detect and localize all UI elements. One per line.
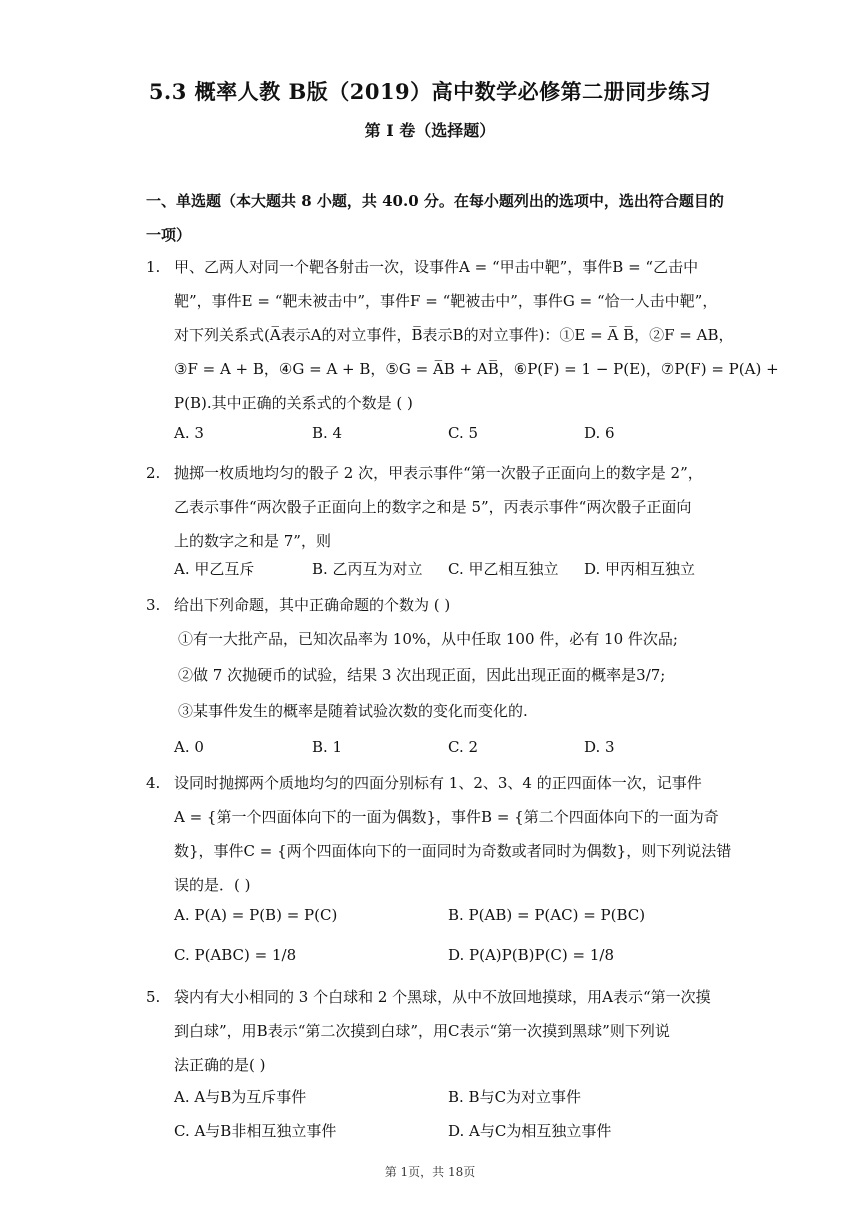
option-a: A. 3 [174,424,204,442]
option-a: A. 甲乙互斥 [174,560,255,578]
option-c: C. 2 [448,738,479,756]
question-number: 1. [146,258,161,276]
option-d: D. A与C为相互独立事件 [448,1122,612,1140]
option-c: C. 甲乙相互独立 [448,560,559,578]
option-a: A. A与B为互斥事件 [174,1088,307,1106]
question-line: 数}，事件C = {两个四面体向下的一面同时为奇数或者同时为偶数}，则下列说法错 [174,842,732,860]
question-line: 法正确的是( ) [174,1056,266,1074]
question-line: 误的是．( ) [174,876,251,894]
page-footer: 第 1页，共 18页 [384,1165,476,1179]
question-line: 对下列关系式(A̅表示A的对立事件，B̅表示B的对立事件)：①E = A̅ B̅，②F = AB， [174,326,734,344]
question-number: 4. [146,774,161,792]
option-d: D. P(A)P(B)P(C) = 1/8 [448,946,614,964]
statement-1: ①有一大批产品，已知次品率为 10%，从中任取 100 件，必有 10 件次品; [178,630,678,648]
question-line: P(B).其中正确的关系式的个数是 ( ) [174,394,413,412]
option-b: B. 4 [312,424,343,442]
question-line: 到白球”，用B表示“第二次摸到白球”，用C表示“第一次摸到黑球”则下列说 [174,1022,670,1040]
question-text [174,766,732,902]
question-number: 3. [146,596,161,614]
question-line: 乙表示事件“两次骰子正面向上的数字之和是 5”，丙表示事件“两次骰子正面向 [174,498,692,516]
option-b: B. 1 [312,738,343,756]
option-c: C. 5 [448,424,479,442]
question-number: 5. [146,988,161,1006]
question-line: A = {第一个四面体向下的一面为偶数}，事件B = {第二个四面体向下的一面为奇 [174,808,719,826]
question-line: 给出下列命题，其中正确命题的个数为 ( ) [174,596,451,614]
statement-3: ③某事件发生的概率是随着试验次数的变化而变化的. [178,702,528,720]
question-line: 袋内有大小相同的 3 个白球和 2 个黑球，从中不放回地摸球，用A表示“第一次摸 [174,988,711,1006]
option-b: B. P(AB) = P(AC) = P(BC) [448,906,646,924]
statement-2: ②做 7 次抛硬币的试验，结果 3 次出现正面，因此出现正面的概率是3/7; [178,666,666,684]
option-a: A. 0 [174,738,204,756]
option-d: D. 甲丙相互独立 [584,560,696,578]
question-line: 靶”，事件E = “靶未被击中”，事件F = “靶被击中”，事件G = “恰一人击中靶”， [174,292,718,310]
question-text [174,980,722,1082]
option-a: A. P(A) = P(B) = P(C) [174,906,338,924]
question-line: 抛掷一枚质地均匀的骰子 2 次，甲表示事件“第一次骰子正面向上的数字是 2”， [174,464,703,482]
option-d: D. 6 [584,424,615,442]
question-number: 2. [146,464,161,482]
question-text [174,588,722,622]
option-d: D. 3 [584,738,615,756]
question-text [174,456,722,558]
question-line: 上的数字之和是 7”，则 [174,532,331,550]
section-heading [146,184,726,252]
question-line: ③F = A + B，④G = A + B，⑤G = A̅B + AB̅，⑥P(F) = 1 − P(E)，⑦P(F) = P(A) + [174,360,779,378]
document-subtitle: 第 I 卷（选择题） [364,121,496,140]
question-line: 甲、乙两人对同一个靶各射击一次，设事件A = “甲击中靶”，事件B = “乙击中 [174,258,699,276]
option-b: B. 乙丙互为对立 [312,560,423,578]
question-text [174,250,779,420]
document-title: 5.3 概率人教 B版（2019）高中数学必修第二册同步练习 [148,79,712,104]
question-line: 设同时抛掷两个质地均匀的四面分别标有 1、2、3、4 的正四面体一次，记事件 [174,774,702,792]
option-b: B. B与C为对立事件 [448,1088,582,1106]
section-heading-line-2: 一项） [146,226,192,244]
section-heading-line-1: 一、单选题（本大题共 8 小题，共 40.0 分。在每小题列出的选项中，选出符合题目的 [146,192,724,210]
option-c: C. P(ABC) = 1/8 [174,946,297,964]
option-c: C. A与B非相互独立事件 [174,1122,337,1140]
